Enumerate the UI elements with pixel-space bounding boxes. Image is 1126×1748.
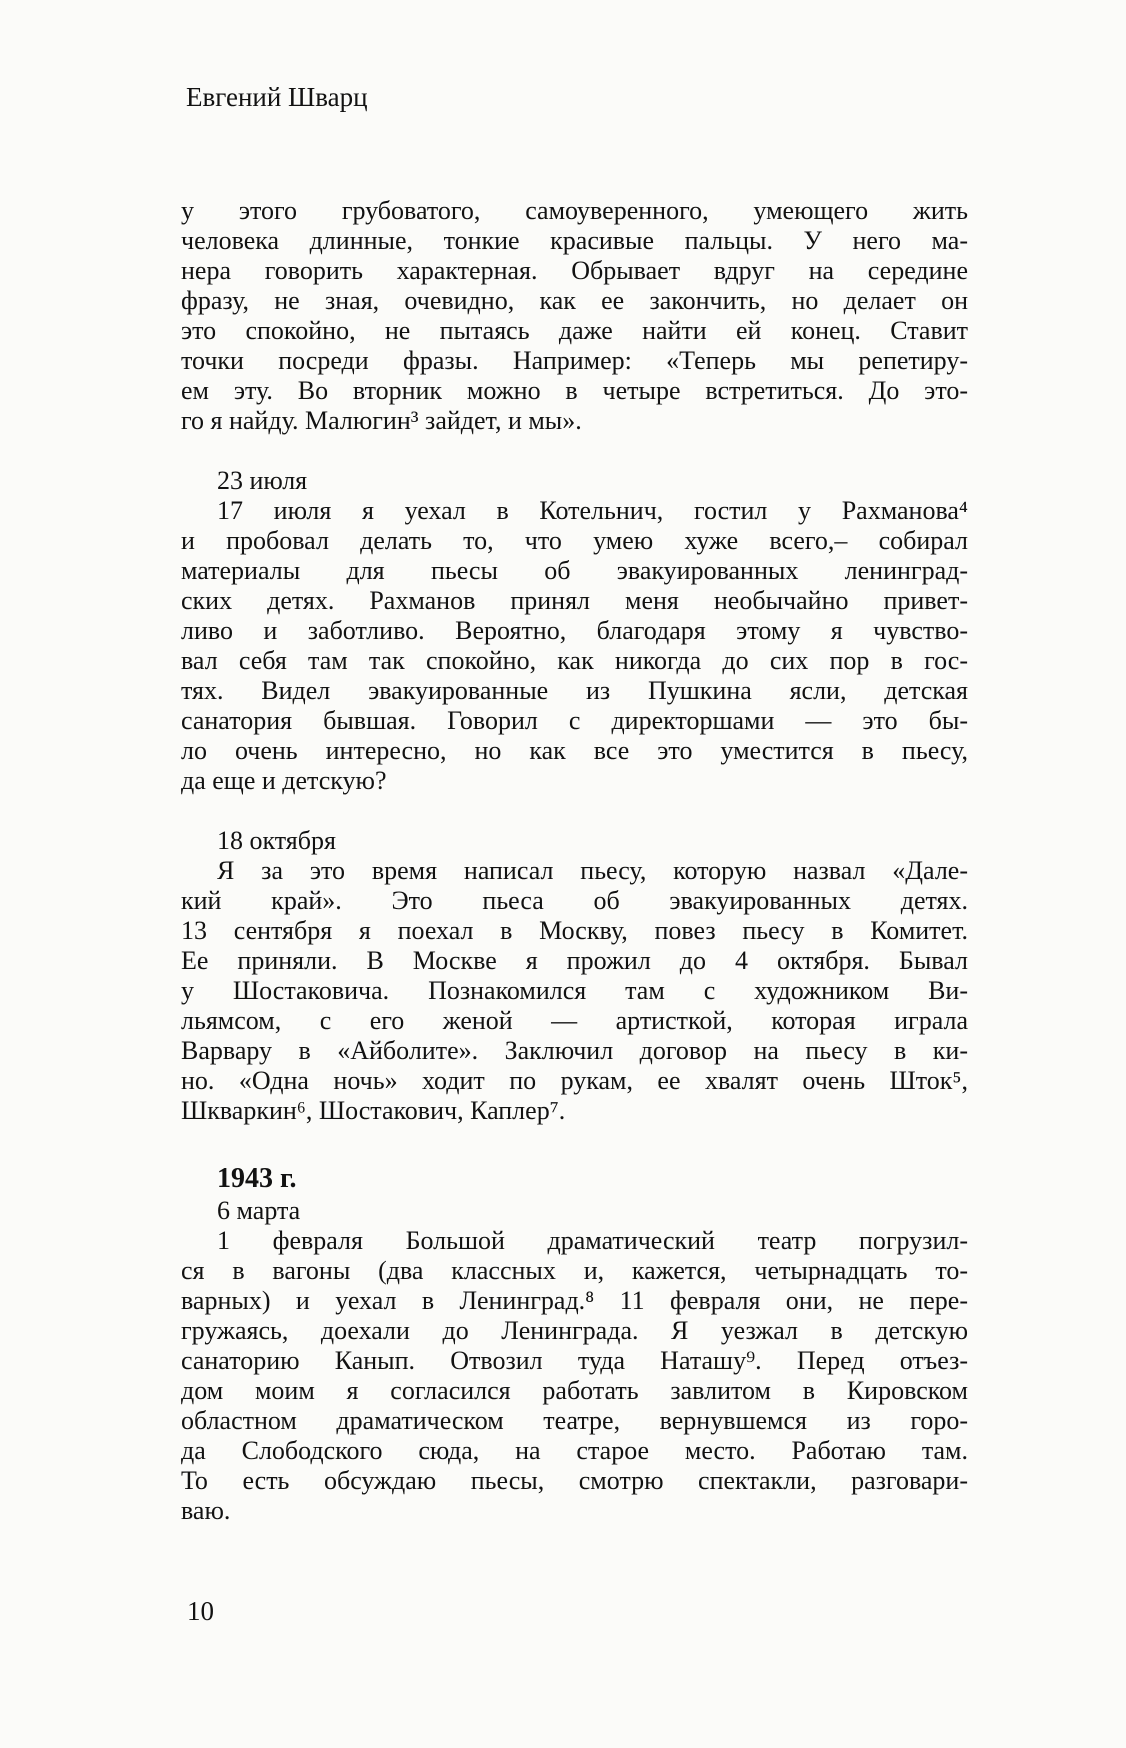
text-line: у Шостаковича. Познакомился там с художником Ви- xyxy=(181,976,968,1005)
text-line: 13 сентября я поехал в Москву, повез пьесу в Комитет. xyxy=(181,916,968,945)
text-line: человека длинные, тонкие красивые пальцы. У него ма- xyxy=(181,226,968,255)
text-line: у этого грубоватого, самоуверенного, умеющего жить xyxy=(181,196,968,225)
text-line: санаторию Канып. Отвозил туда Наташу⁹. Перед отъез- xyxy=(181,1346,968,1375)
text-line: Варвару в «Айболите». Заключил договор на пьесу в ки- xyxy=(181,1036,968,1065)
diary-entry-18-october xyxy=(181,826,968,1126)
entry-date: 23 июля xyxy=(217,466,308,495)
text-line: гружаясь, доехали до Ленинграда. Я уезжал в детскую xyxy=(181,1316,968,1345)
text-line: санатория бывшая. Говорил с директоршами — это бы- xyxy=(181,706,968,735)
text-line: вал себя там так спокойно, как никогда до сих пор в гос- xyxy=(181,646,968,675)
text-line: фразу, не зная, очевидно, как ее закончить, но делает он xyxy=(181,286,968,315)
text-line: да Слободского сюда, на старое место. Работаю там. xyxy=(181,1436,968,1465)
text-line: ся в вагоны (два классных и, кажется, четырнадцать то- xyxy=(181,1256,968,1285)
running-header: Евгений Шварц xyxy=(186,82,368,112)
entry-date: 18 октября xyxy=(217,826,336,855)
text-line: льямсом, с его женой — артисткой, которая играла xyxy=(181,1006,968,1035)
text-line: ваю. xyxy=(181,1496,231,1525)
text-line: ем эту. Во вторник можно в четыре встретиться. До это- xyxy=(181,376,968,405)
text-line: 17 июля я уехал в Котельнич, гостил у Рахманова⁴ xyxy=(217,496,968,525)
text-line: варных) и уехал в Ленинград.⁸ 11 февраля они, не пере- xyxy=(181,1286,968,1315)
text-line: ских детях. Рахманов принял меня необычайно привет- xyxy=(181,586,968,615)
text-line: тях. Видел эвакуированные из Пушкина ясли, детская xyxy=(181,676,968,705)
text-line: да еще и детскую? xyxy=(181,766,387,795)
text-line: дом моим я согласился работать завлитом в Кировском xyxy=(181,1376,968,1405)
diary-entry-1943-6-march xyxy=(181,1162,968,1526)
text-line: но. «Одна ночь» ходит по рукам, ее хвалят очень Шток⁵, xyxy=(181,1066,968,1095)
diary-entry-23-july xyxy=(181,466,968,796)
text-line: кий край». Это пьеса об эвакуированных детях. xyxy=(181,886,968,915)
entry-date: 6 марта xyxy=(217,1196,301,1225)
text-line: материалы для пьесы об эвакуированных ленинград- xyxy=(181,556,968,585)
text-block xyxy=(181,196,968,1526)
text-line: ло очень интересно, но как все это уместится в пьесу, xyxy=(181,736,968,765)
entry-year-heading: 1943 г. xyxy=(217,1163,297,1194)
text-line: ливо и заботливо. Вероятно, благодаря этому я чувство- xyxy=(181,616,968,645)
text-line: То есть обсуждаю пьесы, смотрю спектакли, разговари- xyxy=(181,1466,968,1495)
text-line: областном драматическом театре, вернувшемся из горо- xyxy=(181,1406,968,1435)
text-line: Ее приняли. В Москве я прожил до 4 октября. Бывал xyxy=(181,946,968,975)
text-line: это спокойно, не пытаясь даже найти ей конец. Ставит xyxy=(181,316,968,345)
text-line: и пробовал делать то, что умею хуже всего,– собирал xyxy=(181,526,968,555)
text-line: точки посреди фразы. Например: «Теперь мы репетиру- xyxy=(181,346,968,375)
text-line: го я найду. Малюгин³ зайдет, и мы». xyxy=(181,406,582,435)
text-line: нера говорить характерная. Обрывает вдруг на середине xyxy=(181,256,968,285)
text-line: Шкваркин⁶, Шостакович, Каплер⁷. xyxy=(181,1096,566,1125)
page-number: 10 xyxy=(187,1596,214,1626)
text-line: Я за это время написал пьесу, которую назвал «Дале- xyxy=(217,856,968,885)
continuation-paragraph xyxy=(181,196,968,436)
text-line: 1 февраля Большой драматический театр погрузил- xyxy=(217,1226,968,1255)
